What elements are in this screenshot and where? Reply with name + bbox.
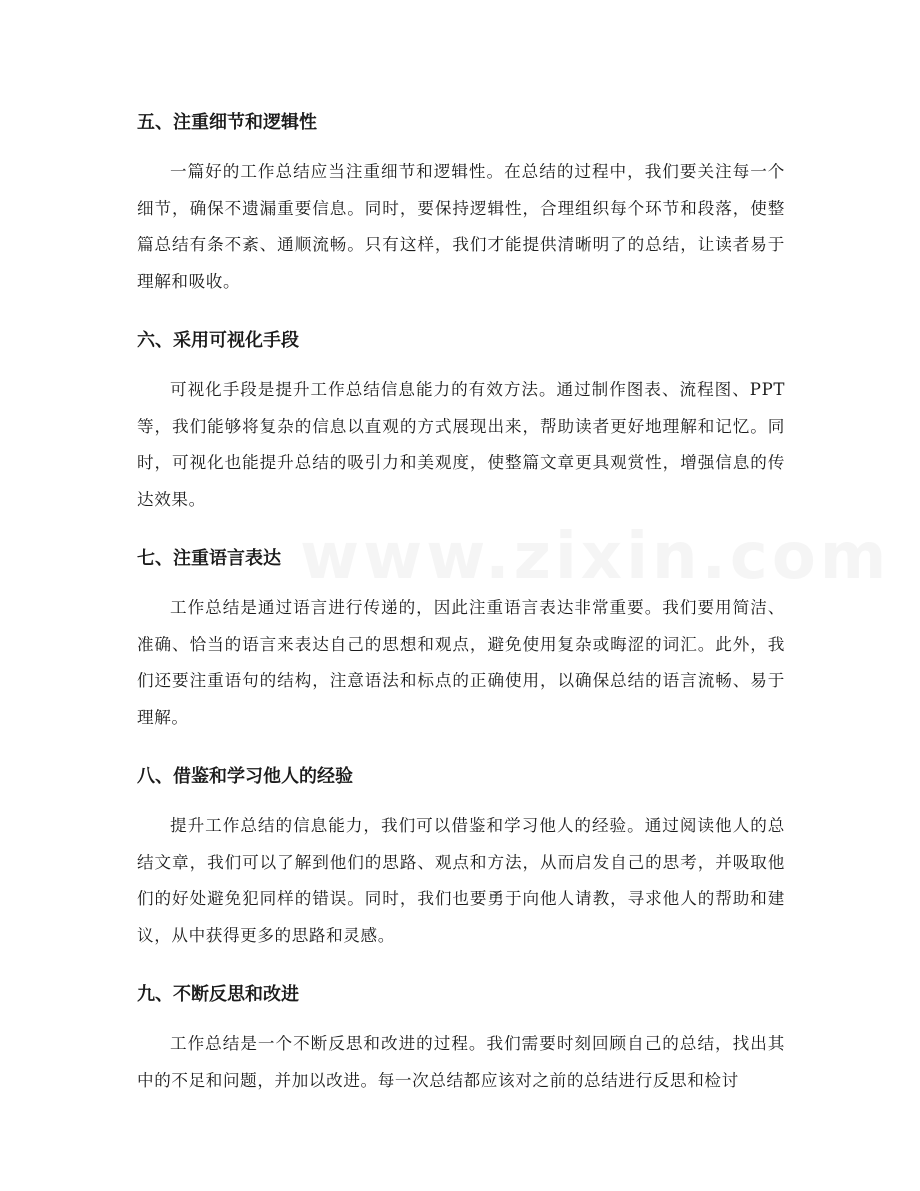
watermark: www.zixin.com (300, 520, 891, 594)
section-paragraph: 一篇好的工作总结应当注重细节和逻辑性。在总结的过程中，我们要关注每一个细节，确保不遗漏重要信息。同时，要保持逻辑性，合理组织每个环节和段落，使整篇总结有条不紊、通顺流畅。只有这样，我们才能提供清晰明了的总结，让读者易于理解和吸收。 (137, 162, 785, 291)
section-heading: 七、注重语言表达 (137, 548, 281, 569)
section-paragraph: 工作总结是一个不断反思和改进的过程。我们需要时刻回顾自己的总结，找出其中的不足和问题，并加以改进。每一次总结都应该对之前的总结进行反思和检讨 (137, 1034, 785, 1090)
section-heading: 八、借鉴和学习他人的经验 (137, 766, 353, 787)
section-9 (137, 976, 785, 1099)
section-paragraph: 可视化手段是提升工作总结信息能力的有效方法。通过制作图表、流程图、PPT等，我们能够将复杂的信息以直观的方式展现出来，帮助读者更好地理解和记忆。同时，可视化也能提升总结的吸引力和美观度，使整篇文章更具观赏性，增强信息的传达效果。 (137, 380, 785, 509)
section-heading: 六、采用可视化手段 (137, 330, 299, 351)
section-paragraph: 提升工作总结的信息能力，我们可以借鉴和学习他人的经验。通过阅读他人的总结文章，我们可以了解到他们的思路、观点和方法，从而启发自己的思考，并吸取他们的好处避免犯同样的错误。同时，我们也要勇于向他人请教，寻求他人的帮助和建议，从中获得更多的思路和灵感。 (137, 816, 785, 945)
section-heading: 九、不断反思和改进 (137, 984, 299, 1005)
document-content (137, 104, 891, 1121)
section-paragraph: 工作总结是通过语言进行传递的，因此注重语言表达非常重要。我们要用简洁、准确、恰当的语言来表达自己的思想和观点，避免使用复杂或晦涩的词汇。此外，我们还要注重语句的结构，注意语法和标点的正确使用，以确保总结的语言流畅、易于理解。 (137, 598, 785, 727)
section-heading: 五、注重细节和逻辑性 (137, 112, 317, 133)
section-7 (137, 540, 785, 736)
section-8 (137, 758, 785, 954)
section-6 (137, 322, 785, 518)
section-5 (137, 104, 785, 300)
